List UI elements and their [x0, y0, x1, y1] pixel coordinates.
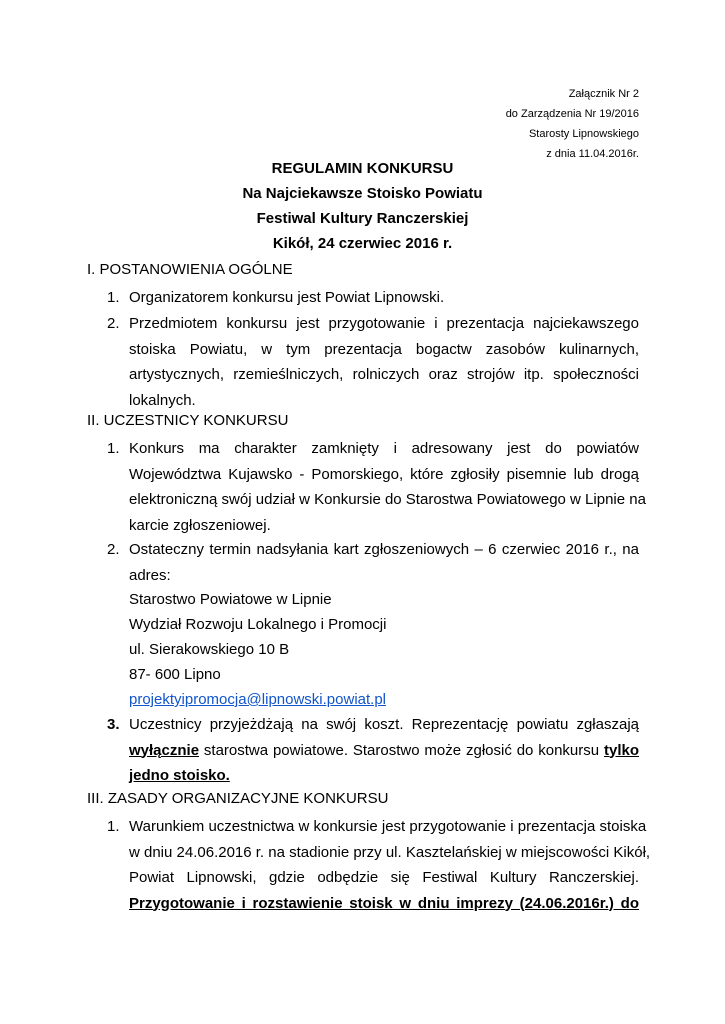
- address-line: 87- 600 Lipno: [129, 666, 221, 683]
- list-item: [107, 537, 639, 588]
- paragraph-line: artystycznych, rzemieślniczych, rolniczych oraz strojów itp. społeczności: [129, 366, 639, 383]
- paragraph-line: stoiska Powiatu, w tym prezentacja bogactw zasobów kulinarnych,: [129, 340, 639, 358]
- paragraph-line: adres:: [129, 566, 171, 584]
- email-link[interactable]: projektyipromocja@lipnowski.powiat.pl: [129, 691, 386, 708]
- address-line: Wydział Rozwoju Lokalnego i Promocji: [129, 616, 387, 633]
- document-date-place: Kikół, 24 czerwiec 2016 r.: [272, 235, 453, 252]
- address-line: ul. Sierakowskiego 10 B: [129, 641, 290, 658]
- paragraph-line: elektroniczną swój udział w Konkursie do Starostwa Powiatowego w Lipnie na: [129, 491, 646, 508]
- attachment-line: Załącznik Nr 2: [568, 88, 639, 100]
- list-item: [107, 311, 639, 413]
- emphasis-text: Przygotowanie i rozstawienie stoisk w dniu imprezy (24.06.2016r.) do: [129, 894, 639, 912]
- attachment-line: Starosty Lipnowskiego: [528, 128, 639, 140]
- list-number: 1.: [107, 440, 120, 457]
- paragraph-line: Ostateczny termin nadsyłania kart zgłoszeniowych – 6 czerwiec 2016 r., na: [129, 541, 639, 558]
- list-number: 1.: [107, 289, 120, 306]
- paragraph-line: lokalnych.: [129, 391, 196, 409]
- list-item: [107, 436, 646, 538]
- paragraph-line: Konkurs ma charakter zamknięty i adresowany jest do powiatów: [129, 440, 639, 457]
- paragraph-line: Województwa Kujawsko - Pomorskiego, które zgłosiły pisemnie lub drogą: [129, 465, 639, 483]
- attachment-line: do Zarządzenia Nr 19/2016: [505, 108, 639, 120]
- paragraph-line: karcie zgłoszeniowej.: [129, 516, 271, 534]
- document-subtitle: Na Najciekawsze Stoisko Powiatu: [242, 185, 483, 202]
- list-item: [107, 814, 651, 916]
- paragraph-line: [129, 738, 639, 764]
- paragraph-line: Organizatorem konkursu jest Powiat Lipnowski.: [129, 289, 445, 306]
- section-heading: III. ZASADY ORGANIZACYJNE KONKURSU: [87, 790, 389, 807]
- list-number: 2.: [107, 541, 120, 558]
- paragraph-line: Przedmiotem konkursu jest przygotowanie i prezentacja najciekawszego: [129, 315, 639, 332]
- list-item: [107, 285, 639, 311]
- emphasis-text: jedno stoisko.: [129, 767, 230, 784]
- document-title: REGULAMIN KONKURSU: [271, 160, 454, 177]
- emphasis-text: wyłącznie: [129, 741, 200, 759]
- paragraph-line: Uczestnicy przyjeżdżają na swój koszt. Reprezentację powiatu zgłaszają: [129, 716, 639, 733]
- list-number: 2.: [107, 315, 120, 332]
- paragraph-line: [129, 763, 639, 789]
- attachment-line: z dnia 11.04.2016r.: [546, 148, 639, 160]
- list-number: 1.: [107, 818, 120, 835]
- list-number: 3.: [107, 716, 120, 733]
- list-item: [107, 712, 639, 789]
- attachment-note: [506, 84, 639, 164]
- emphasis-text: tylko: [603, 741, 639, 759]
- paragraph-line: [129, 891, 639, 917]
- section-heading: II. UCZESTNICY KONKURSU: [87, 412, 289, 429]
- paragraph-line: w dniu 24.06.2016 r. na stadionie przy ul. Kasztelańskiej w miejscowości Kikół,: [129, 843, 651, 861]
- paragraph-text: starostwa powiatowe. Starostwo może zgłosić do konkursu: [199, 741, 604, 759]
- paragraph-line: Warunkiem uczestnictwa w konkursie jest przygotowanie i prezentacja stoiska: [129, 818, 647, 835]
- paragraph-line: Powiat Lipnowski, gdzie odbędzie się Festiwal Kultury Ranczerskiej.: [129, 869, 639, 886]
- section-heading: I. POSTANOWIENIA OGÓLNE: [87, 261, 293, 278]
- address-block: [129, 587, 386, 712]
- document-subtitle: Festiwal Kultury Ranczerskiej: [256, 210, 469, 227]
- address-line: Starostwo Powiatowe w Lipnie: [129, 591, 332, 608]
